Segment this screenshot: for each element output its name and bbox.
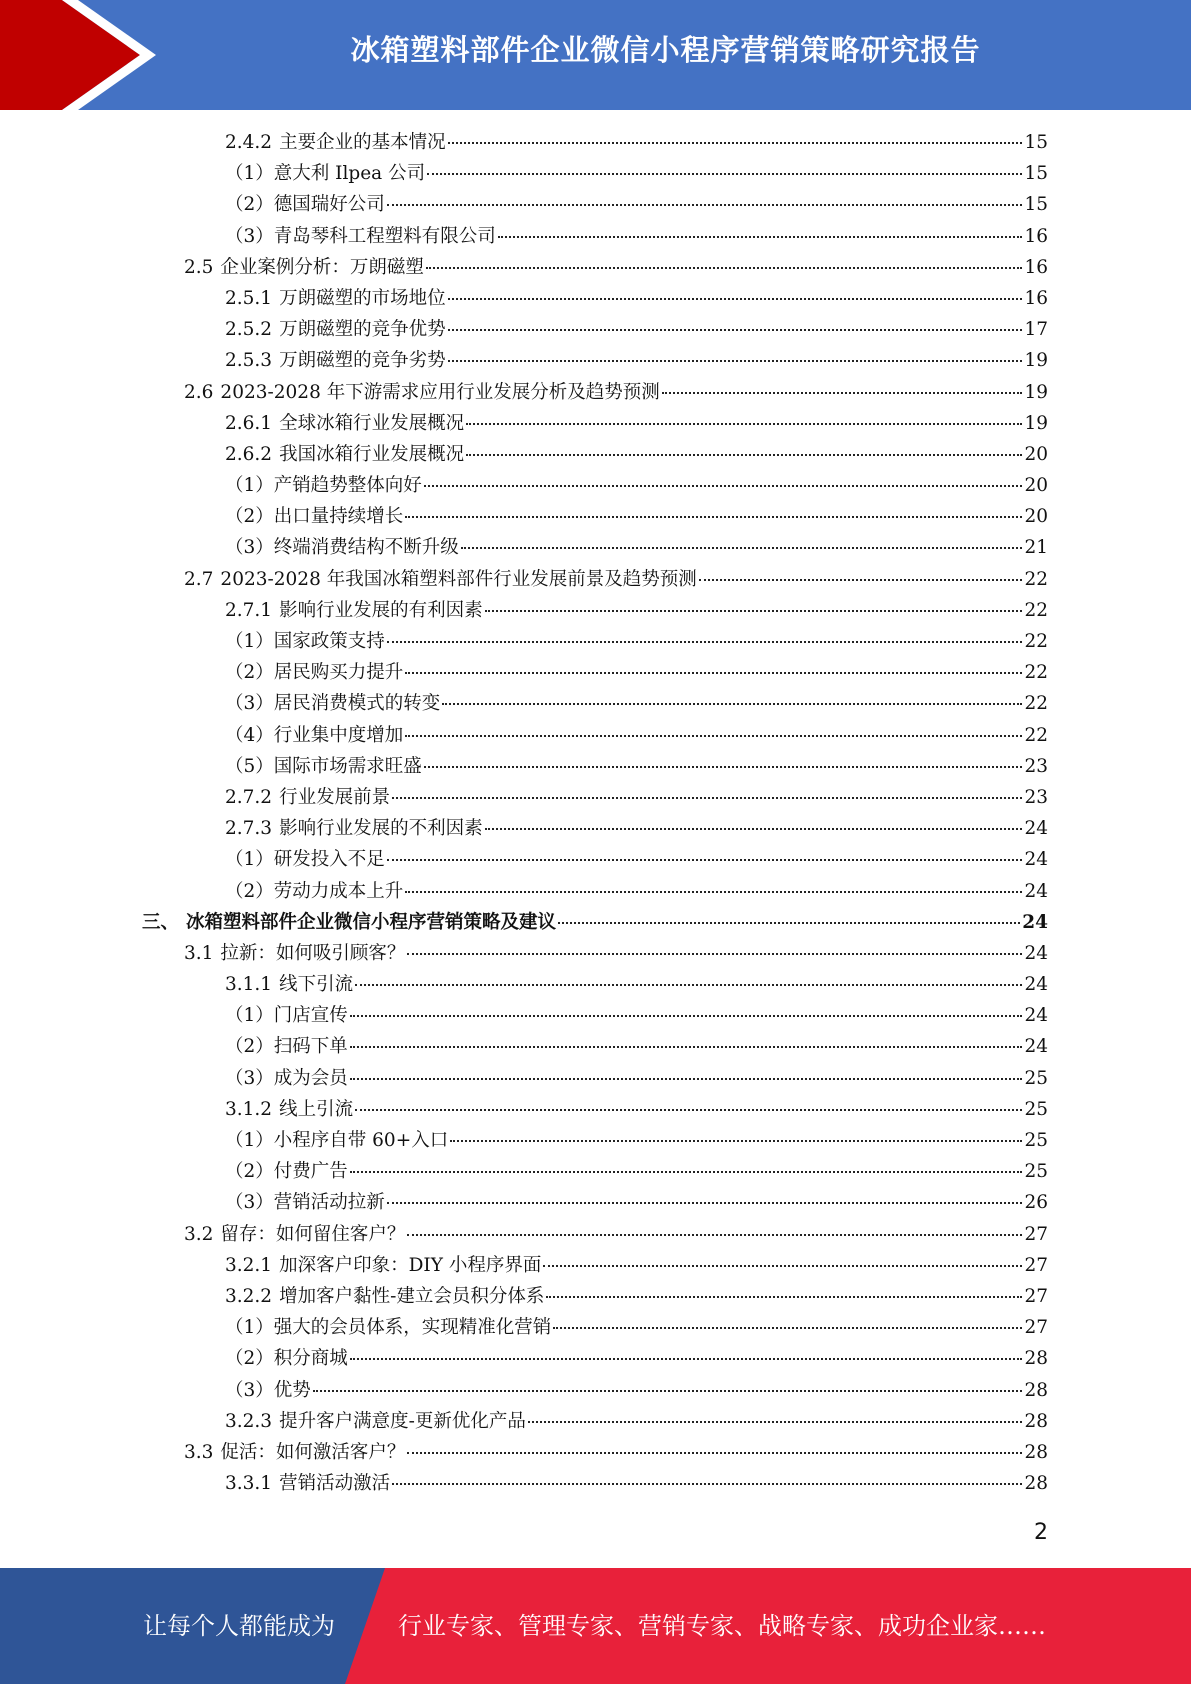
toc-entry-page: 24 [1024,880,1048,902]
toc-entry[interactable] [0,252,1191,283]
toc-entry-page: 24 [1024,1036,1048,1058]
toc-entry-number: 3.2.1 [225,1254,273,1276]
toc-entry-number: 2.5.1 [225,287,273,309]
toc-dot-leader [350,1046,1023,1048]
toc-entry-page: 16 [1024,287,1048,309]
toc-entry-page: 25 [1024,1067,1048,1089]
toc-dot-leader [558,922,1020,924]
toc-entry[interactable] [0,1375,1191,1406]
toc-entry-title: 影响行业发展的有利因素 [279,599,483,621]
toc-entry-number: 3.2.2 [225,1285,273,1307]
toc-entry-title: 营销活动拉新 [273,1192,385,1214]
toc-entry[interactable] [0,532,1191,563]
toc-entry-number: 2.5 [184,256,214,278]
toc-entry-number: （2） [225,194,274,216]
toc-dot-leader [350,1171,1023,1173]
toc-entry[interactable] [0,189,1191,220]
toc-entry-number: （3） [225,1067,274,1089]
toc-entry[interactable] [0,844,1191,875]
toc-entry-number: （1） [225,849,274,871]
toc-entry[interactable] [0,595,1191,626]
toc-entry-title: 企业案例分析：万朗磁塑 [220,256,424,278]
toc-entry-page: 26 [1024,1192,1048,1214]
toc-entry[interactable] [0,345,1191,376]
toc-entry[interactable] [0,1094,1191,1125]
toc-entry-title: 万朗磁塑的竞争劣势 [279,350,446,372]
toc-dot-leader [448,360,1023,362]
toc-dot-leader [426,267,1023,269]
toc-entry[interactable] [0,969,1191,1000]
toc-entry[interactable] [0,127,1191,158]
toc-entry-title: 国家政策支持 [273,631,385,652]
toc-entry-title: 营销活动激活 [279,1473,391,1495]
toc-entry-title: 影响行业发展的不利因素 [279,818,483,840]
toc-entry[interactable] [0,1406,1191,1437]
toc-dot-leader [498,236,1023,238]
toc-dot-leader [466,423,1022,425]
toc-entry-title: 青岛琴科工程塑料有限公司 [273,225,496,247]
toc-entry-number: （3） [225,225,274,247]
toc-entry[interactable] [0,1031,1191,1062]
toc-entry-page: 25 [1024,1098,1048,1120]
toc-dot-leader [424,485,1023,487]
toc-entry-page: 22 [1024,662,1048,684]
toc-entry[interactable] [0,1063,1191,1094]
toc-entry-number: 三、 [142,911,180,933]
toc-entry-number: （1） [225,475,274,497]
toc-entry[interactable] [0,1437,1191,1468]
toc-entry-page: 22 [1024,724,1048,746]
toc-entry-page: 27 [1024,1285,1048,1307]
toc-dot-leader [442,703,1022,705]
toc-entry-title: 成为会员 [273,1067,348,1089]
toc-dot-leader [350,1015,1023,1017]
toc-entry-page: 20 [1024,506,1048,528]
toc-entry-number: 2.5.3 [225,350,273,372]
toc-entry-title: 万朗磁塑的竞争优势 [279,319,446,341]
toc-entry-number: （1） [225,1130,274,1151]
toc-entry[interactable] [0,1312,1191,1343]
toc-entry-number: （2） [225,1348,274,1370]
toc-entry-number: 2.6 [184,381,214,403]
toc-entry-page: 28 [1024,1473,1048,1495]
toc-entry-title: 增加客户黏性-建立会员积分体系 [279,1285,545,1307]
toc-dot-leader [387,641,1023,643]
toc-entry-page: 23 [1024,755,1048,777]
toc-entry-number: （5） [225,755,274,777]
toc-entry-title: 研发投入不足 [273,849,385,871]
toc-entry-number: （3） [225,537,274,559]
toc-entry[interactable] [0,876,1191,907]
toc-entry-number: 3.2.3 [225,1410,273,1432]
toc-entry-title: 促活：如何激活客户？ [220,1441,406,1463]
toc-entry-title: 积分商城 [273,1348,348,1370]
page-header [0,0,1191,110]
toc-entry-title: 意大利 Ilpea 公司 [273,163,426,185]
toc-entry-number: （1） [225,1005,274,1027]
toc-entry-page: 15 [1024,163,1048,185]
toc-entry[interactable] [0,470,1191,501]
toc-entry[interactable] [0,907,1191,938]
page-footer [0,1568,1191,1684]
toc-entry-page: 28 [1024,1379,1048,1401]
toc-entry[interactable] [0,1219,1191,1250]
page-number: 2 [1034,1520,1048,1545]
toc-entry-title: 线上引流 [279,1098,354,1120]
toc-entry-page: 28 [1024,1410,1048,1432]
toc-entry[interactable] [0,221,1191,252]
toc-dot-leader [405,891,1022,893]
toc-entry[interactable] [0,283,1191,314]
toc-entry-title: 2023-2028 年下游需求应用行业发展分析及趋势预测 [220,381,660,403]
toc-entry-title: 终端消费结构不断升级 [273,537,459,559]
toc-entry-page: 25 [1024,1130,1048,1151]
toc-dot-leader [350,1358,1023,1360]
toc-entry[interactable] [0,1250,1191,1281]
toc-entry-number: 2.7.2 [225,786,273,808]
toc-entry-page: 22 [1024,568,1048,590]
toc-entry-title: 产销趋势整体向好 [273,475,422,497]
toc-dot-leader [546,1296,1022,1298]
toc-entry-number: 2.7 [184,568,214,590]
toc-entry-title: 2023-2028 年我国冰箱塑料部件行业发展前景及趋势预测 [220,568,697,590]
toc-entry-title: 国际市场需求旺盛 [273,755,422,777]
toc-entry-number: 2.6.2 [225,443,273,465]
chevron-arrow-logo [0,0,160,110]
toc-dot-leader [662,392,1023,394]
toc-entry[interactable] [0,1468,1191,1499]
toc-entry-number: 2.6.1 [225,412,273,434]
toc-entry-title: 主要企业的基本情况 [279,132,446,153]
toc-entry-page: 24 [1022,911,1048,933]
toc-entry-page: 27 [1024,1254,1048,1276]
toc-entry[interactable] [0,501,1191,532]
toc-entry-page: 22 [1024,631,1048,652]
toc-entry-page: 17 [1024,319,1048,341]
toc-entry-page: 22 [1024,599,1048,621]
toc-entry-number: （1） [225,1317,274,1339]
toc-dot-leader [355,1109,1022,1111]
toc-entry-title: 行业发展前景 [279,786,391,808]
toc-entry[interactable] [0,782,1191,813]
toc-entry-page: 24 [1024,849,1048,871]
toc-entry-number: （2） [225,1161,274,1183]
toc-entry[interactable] [0,1281,1191,1312]
toc-entry-page: 15 [1024,194,1048,216]
toc-entry-title: 全球冰箱行业发展概况 [279,412,465,434]
toc-entry-page: 21 [1024,537,1048,559]
toc-dot-leader [313,1390,1023,1392]
toc-entry-number: 2.4.2 [225,132,273,153]
toc-entry-page: 25 [1024,1161,1048,1183]
toc-dot-leader [461,547,1023,549]
toc-dot-leader [405,516,1022,518]
toc-entry[interactable] [0,813,1191,844]
toc-entry[interactable] [0,938,1191,969]
toc-dot-leader [485,610,1023,612]
toc-dot-leader [448,142,1023,144]
toc-entry[interactable] [0,564,1191,595]
toc-entry-number: 3.1.1 [225,974,273,996]
toc-entry-title: 居民消费模式的转变 [273,693,441,715]
toc-dot-leader [392,797,1022,799]
toc-entry-number: 3.1.2 [225,1098,273,1120]
toc-dot-leader [405,672,1022,674]
toc-entry-title: 付费广告 [273,1161,348,1183]
toc-dot-leader [553,1327,1022,1329]
toc-entry-title: 行业集中度增加 [273,724,404,746]
toc-entry[interactable] [0,626,1191,657]
toc-entry-page: 20 [1024,443,1048,465]
toc-entry-page: 28 [1024,1348,1048,1370]
toc-entry-page: 19 [1024,412,1048,434]
toc-dot-leader [699,579,1023,581]
toc-entry-number: （3） [225,693,274,715]
toc-entry[interactable] [0,657,1191,688]
toc-entry[interactable] [0,751,1191,782]
toc-entry-number: （2） [225,506,274,528]
toc-entry-number: （3） [225,1192,274,1214]
toc-entry-page: 16 [1024,256,1048,278]
toc-entry-title: 提升客户满意度-更新优化产品 [279,1410,526,1432]
toc-dot-leader [407,1452,1022,1454]
toc-dot-leader [424,766,1023,768]
toc-entry-number: （3） [225,1379,274,1401]
toc-dot-leader [405,735,1022,737]
toc-entry[interactable] [0,688,1191,719]
toc-entry-page: 19 [1024,381,1048,403]
toc-entry[interactable] [0,720,1191,751]
toc-entry[interactable] [0,377,1191,408]
toc-entry-number: （1） [225,631,274,652]
toc-entry-title: 我国冰箱行业发展概况 [279,443,465,465]
toc-dot-leader [392,1483,1022,1485]
toc-entry-number: 2.7.1 [225,599,273,621]
toc-entry[interactable] [0,439,1191,470]
toc-entry-number: （2） [225,1036,274,1058]
toc-dot-leader [448,298,1023,300]
toc-entry-page: 24 [1024,942,1048,964]
toc-entry-title: 门店宣传 [273,1005,348,1027]
toc-dot-leader [387,859,1023,861]
toc-entry-page: 28 [1024,1441,1048,1463]
toc-dot-leader [350,1078,1023,1080]
toc-entry-page: 24 [1024,974,1048,996]
toc-entry[interactable] [0,1000,1191,1031]
toc-entry-number: 3.2 [184,1223,214,1245]
toc-entry-page: 15 [1024,132,1048,153]
toc-entry-number: 3.3 [184,1441,214,1463]
toc-entry-title: 冰箱塑料部件企业微信小程序营销策略及建议 [186,911,557,933]
report-title: 冰箱塑料部件企业微信小程序营销策略研究报告 [350,33,981,67]
toc-entry[interactable] [0,158,1191,189]
toc-entry-title: 德国瑞好公司 [273,194,385,216]
toc-dot-leader [528,1421,1023,1423]
toc-entry[interactable] [0,1187,1191,1218]
toc-entry-title: 优势 [273,1379,311,1401]
toc-entry[interactable] [0,314,1191,345]
toc-entry[interactable] [0,1156,1191,1187]
toc-dot-leader [407,953,1022,955]
toc-entry[interactable] [0,1343,1191,1374]
toc-entry[interactable] [0,408,1191,439]
toc-dot-leader [387,1202,1023,1204]
toc-entry-number: （1） [225,163,274,185]
toc-entry-title: 留存：如何留住客户？ [220,1223,406,1245]
toc-dot-leader [407,1234,1022,1236]
toc-dot-leader [543,1265,1022,1267]
toc-dot-leader [387,204,1023,206]
footer-slogan-right: 行业专家、管理专家、营销专家、战略专家、成功企业家…… [398,1612,1046,1640]
toc-entry-number: 3.1 [184,942,214,964]
toc-entry-number: （4） [225,724,274,746]
toc-entry-title: 居民购买力提升 [273,662,404,684]
toc-entry-number: 3.3.1 [225,1473,273,1495]
toc-dot-leader [355,984,1022,986]
toc-entry-page: 19 [1024,350,1048,372]
toc-entry-page: 22 [1024,693,1048,715]
table-of-contents [0,127,1191,1499]
toc-entry-title: 强大的会员体系，实现精准化营销 [273,1317,552,1339]
toc-entry[interactable] [0,1125,1191,1156]
toc-entry-page: 27 [1024,1317,1048,1339]
toc-entry-title: 扫码下单 [273,1036,348,1058]
toc-entry-page: 24 [1024,818,1048,840]
toc-entry-page: 20 [1024,475,1048,497]
toc-entry-page: 27 [1024,1223,1048,1245]
toc-entry-page: 16 [1024,225,1048,247]
toc-entry-title: 劳动力成本上升 [273,880,404,902]
toc-entry-number: 2.5.2 [225,319,273,341]
toc-dot-leader [485,828,1023,830]
toc-entry-title: 拉新：如何吸引顾客？ [220,942,406,964]
footer-slogan-left: 让每个人都能成为 [143,1612,335,1640]
toc-dot-leader [466,454,1022,456]
toc-entry-title: 线下引流 [279,974,354,996]
toc-entry-title: 万朗磁塑的市场地位 [279,287,446,309]
toc-dot-leader [427,173,1022,175]
toc-entry-title: 小程序自带 60+入口 [273,1130,449,1151]
toc-entry-page: 23 [1024,786,1048,808]
toc-entry-number: 2.7.3 [225,818,273,840]
toc-entry-title: 加深客户印象：DIY 小程序界面 [279,1254,542,1276]
toc-entry-title: 出口量持续增长 [273,506,404,528]
toc-entry-number: （2） [225,880,274,902]
toc-entry-number: （2） [225,662,274,684]
toc-dot-leader [448,329,1023,331]
toc-dot-leader [450,1140,1022,1142]
toc-entry-page: 24 [1024,1005,1048,1027]
